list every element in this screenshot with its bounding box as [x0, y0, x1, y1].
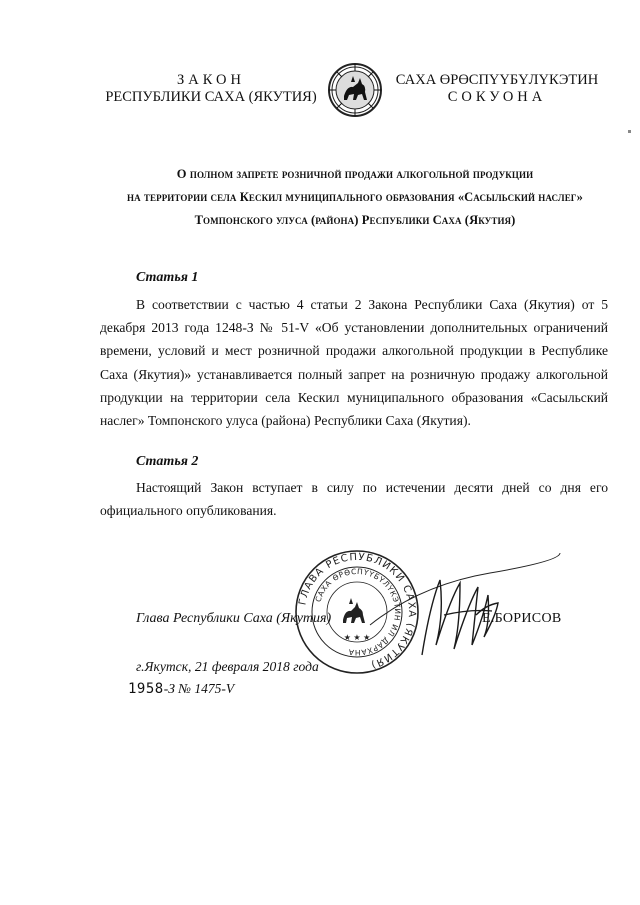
article-2-text: Настоящий Закон вступает в силу по истечении десяти дней со дня его официального опубликования.	[100, 480, 608, 519]
republic-name: РЕСПУБЛИКИ САХА (ЯКУТИЯ)	[105, 89, 317, 105]
seal-inner-text: САХА ӨРӨСПҮҮБҮЛҮКЭТИН ИЛ ДАРХАНА	[313, 566, 403, 658]
title-line-3: Томпонского улуса (района) Республики Саха (Якутия)	[194, 213, 516, 227]
republic-name-sakha: САХА ӨРӨСПҮҮБҮЛҮКЭТИН	[395, 72, 599, 88]
handwritten-signature	[360, 545, 570, 675]
title-line-1: О полном запрете розничной продажи алкогольной продукции	[176, 167, 534, 181]
law-number-handwritten: 1958	[128, 681, 164, 697]
document-title	[80, 163, 630, 232]
coat-of-arms-icon	[327, 62, 383, 118]
signatory-position: Глава Республики Саха (Якутия)	[136, 611, 332, 626]
signatory-name: Е.БОРИСОВ	[482, 611, 562, 626]
header-left	[96, 72, 326, 106]
article-1-heading: Статья 1	[136, 270, 199, 285]
signing-date: г.Якутск, 21 февраля 2018 года	[136, 659, 319, 674]
seal-outer-text: ГЛАВА РЕСПУБЛИКИ САХА (ЯКУТИЯ)	[297, 551, 418, 671]
svg-text:★ ★ ★: ★ ★ ★	[343, 633, 371, 642]
article-1-text: В соответствии с частью 4 статьи 2 Закона Республики Саха (Якутия) от 5 декабря 2013 года 1248-З № 51-V «Об установлении дополнительных ограничений времени, условий и мест розничной продажи алкогольной продукции в Республике Саха (Якутия)» устанавливается полный запрет на розничную продажу алкогольной продукции на территории села Кескил муниципального образования «Сасыльский наслег» Томпонского улуса (района) Республики Саха (Якутия).	[100, 297, 608, 429]
law-number-suffix: -З № 1475-V	[163, 681, 235, 696]
law-label-sakha: СОКУОНА	[447, 89, 547, 105]
header-right	[384, 72, 610, 106]
scan-dot	[628, 130, 631, 133]
law-label: ЗАКОН	[177, 72, 245, 88]
article-2-heading: Статья 2	[136, 454, 199, 469]
law-number	[128, 681, 234, 698]
title-line-2: на территории села Кескил муниципального образования «Сасыльский наслег»	[126, 190, 583, 204]
